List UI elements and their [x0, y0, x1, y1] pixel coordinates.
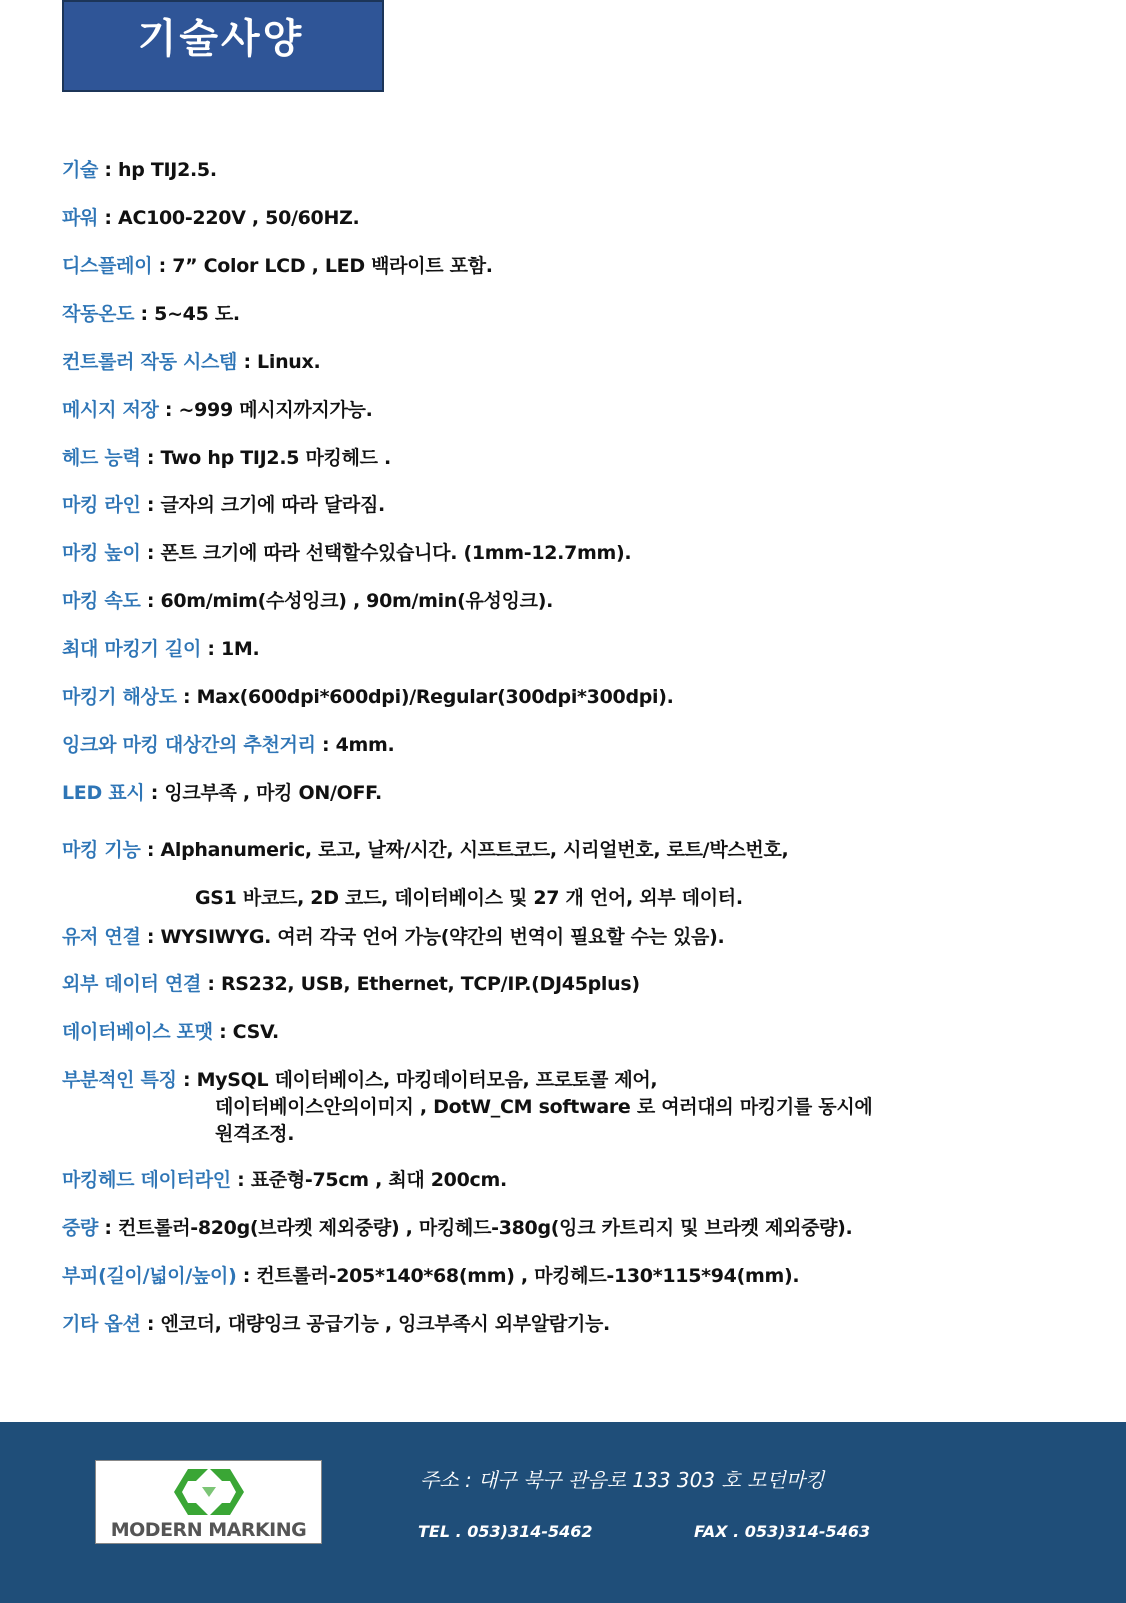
spec-item	[62, 1214, 852, 1242]
spec-value: : 엔코더, 대량잉크 공급기능 , 잉크부족시 외부알람기능.	[140, 1313, 610, 1335]
spec-item	[62, 923, 724, 951]
spec-item	[62, 1310, 610, 1338]
spec-value: : MySQL 데이터베이스, 마킹데이터모음, 프로토콜 제어,	[176, 1069, 658, 1091]
spec-value: : Linux.	[237, 351, 321, 373]
spec-label: 데이터베이스 포맷	[62, 1021, 213, 1043]
spec-value: : 폰트 크기에 따라 선택할수있습니다. (1mm-12.7mm).	[140, 542, 632, 564]
fax-number: FAX . 053)314-5463	[694, 1522, 871, 1541]
spec-continuation: GS1 바코드, 2D 코드, 데이터베이스 및 27 개 언어, 외부 데이터.	[195, 887, 743, 909]
spec-item	[62, 348, 320, 376]
spec-value: : Two hp TIJ2.5 마킹헤드 .	[140, 447, 391, 469]
spec-value: : 1M.	[201, 638, 260, 660]
spec-label: 컨트롤러 작동 시스템	[62, 351, 238, 373]
spec-item	[62, 587, 553, 615]
spec-value: : 글자의 크기에 따라 달라짐.	[140, 494, 385, 516]
logo-text: MODERN MARKING	[110, 1519, 307, 1541]
phone-number: TEL . 053)314-5462	[418, 1522, 593, 1541]
spec-item	[62, 539, 631, 567]
spec-item	[62, 204, 359, 232]
spec-value: : RS232, USB, Ethernet, TCP/IP.(DJ45plus)	[201, 973, 640, 995]
spec-value: : ~999 메시지까지가능.	[158, 399, 373, 421]
spec-item	[62, 491, 385, 519]
footer	[0, 1422, 1126, 1603]
spec-label: 마킹헤드 데이터라인	[62, 1169, 231, 1191]
spec-item	[62, 683, 674, 711]
spec-label: 기타 옵션	[62, 1313, 141, 1335]
spec-label: 부피(길이/넓이/높이)	[62, 1265, 237, 1287]
spec-label: 파워	[62, 207, 99, 229]
spec-item	[62, 252, 493, 280]
spec-value: : WYSIWYG. 여러 각국 언어 가능(약간의 번역이 필요할 수는 있음).	[140, 926, 725, 948]
spec-item	[62, 1018, 279, 1046]
spec-value: : 컨트롤러-205*140*68(mm) , 마킹헤드-130*115*94(mm).	[236, 1265, 800, 1287]
spec-label: 잉크와 마킹 대상간의 추천거리	[62, 734, 316, 756]
spec-value: : 7” Color LCD , LED 백라이트 포함.	[152, 255, 493, 277]
spec-value: : CSV.	[212, 1021, 279, 1043]
spec-value: : hp TIJ2.5.	[98, 159, 217, 181]
spec-label: 마킹기 해상도	[62, 686, 177, 708]
spec-label: 기술	[62, 159, 99, 181]
spec-continuation: 데이터베이스안의이미지 , DotW_CM software 로 여러대의 마킹기를 동시에	[215, 1096, 873, 1118]
spec-item	[62, 779, 382, 807]
spec-continuation: 원격조정.	[215, 1123, 295, 1145]
spec-item	[62, 1166, 507, 1194]
spec-item	[62, 396, 373, 424]
spec-label: 디스플레이	[62, 255, 153, 277]
spec-value: : 4mm.	[315, 734, 395, 756]
spec-item	[62, 1066, 657, 1094]
spec-value: : Max(600dpi*600dpi)/Regular(300dpi*300dpi).	[176, 686, 674, 708]
spec-value: : 잉크부족 , 마킹 ON/OFF.	[144, 782, 382, 804]
spec-value: : AC100-220V , 50/60HZ.	[98, 207, 360, 229]
company-logo	[95, 1460, 322, 1544]
spec-value: : 5~45 도.	[134, 303, 240, 325]
spec-label: 마킹 높이	[62, 542, 141, 564]
spec-label: 작동온도	[62, 303, 135, 325]
logo-mark-icon	[174, 1467, 244, 1517]
spec-label: 마킹 속도	[62, 590, 141, 612]
spec-value: : Alphanumeric, 로고, 날짜/시간, 시프트코드, 시리얼번호, 로트/박스번호,	[140, 839, 789, 861]
spec-value: : 60m/mim(수성잉크) , 90m/min(유성잉크).	[140, 590, 553, 612]
spec-item	[62, 635, 259, 663]
spec-value: : 표준형-75cm , 최대 200cm.	[230, 1169, 507, 1191]
spec-item	[62, 444, 391, 472]
spec-label: 마킹 기능	[62, 839, 141, 861]
spec-item	[62, 731, 394, 759]
spec-label: 부분적인 특징	[62, 1069, 177, 1091]
spec-item	[62, 300, 240, 328]
page-title: 기술사양	[137, 15, 305, 62]
spec-label: 메시지 저장	[62, 399, 159, 421]
spec-label: 유저 연결	[62, 926, 141, 948]
spec-label: 헤드 능력	[62, 447, 141, 469]
spec-item	[62, 1262, 799, 1290]
spec-label: LED 표시	[62, 782, 145, 804]
title-banner	[62, 0, 384, 92]
spec-value: : 컨트롤러-820g(브라켓 제외중량) , 마킹헤드-380g(잉크 카트리지 및 브라켓 제외중량).	[98, 1217, 853, 1239]
spec-item	[62, 156, 217, 184]
spec-item	[62, 970, 640, 998]
spec-item	[62, 836, 788, 864]
spec-label: 최대 마킹기 길이	[62, 638, 202, 660]
spec-label: 외부 데이터 연결	[62, 973, 202, 995]
spec-label: 중량	[62, 1217, 99, 1239]
company-address: 주소 : 대구 북구 관음로 133 303 호 모던마킹	[420, 1468, 825, 1492]
spec-label: 마킹 라인	[62, 494, 141, 516]
